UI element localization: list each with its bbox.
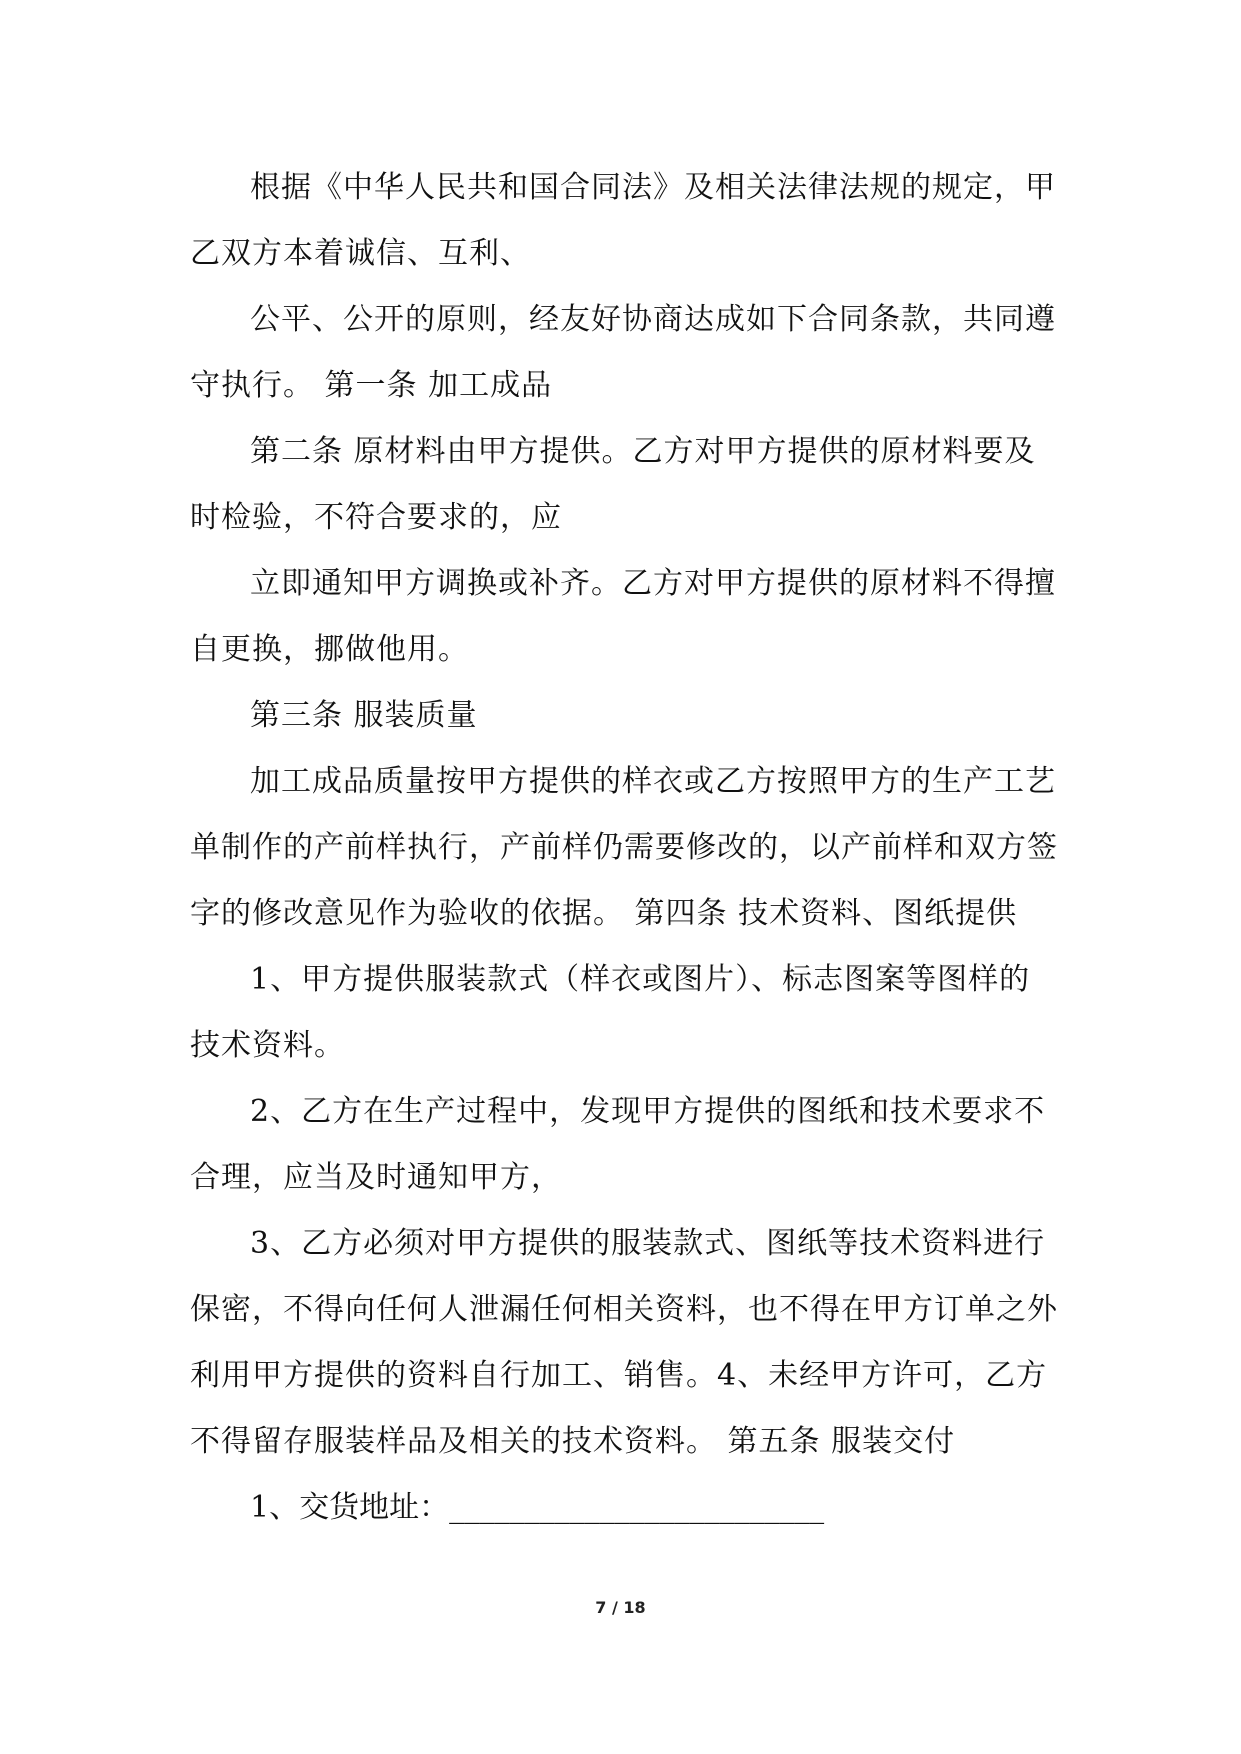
page-number: 7 / 18 <box>595 1598 646 1617</box>
paragraph-article-5-item-1: 1、交货地址：_________________________ <box>250 1490 825 1525</box>
paragraph-article-4-item-1: 1、甲方提供服装款式（样衣或图片）、标志图案等图样的技术资料。 <box>190 962 1031 1063</box>
paragraph-article-3-heading: 第三条 服装质量 <box>250 698 478 733</box>
paragraph-article-2-cont: 立即通知甲方调换或补齐。乙方对甲方提供的原材料不得擅自更换，挪做他用。 <box>190 566 1056 667</box>
paragraph-principles: 公平、公开的原则，经友好协商达成如下合同条款，共同遵守执行。 第一条 加工成品 <box>190 302 1056 403</box>
paragraph-article-2: 第二条 原材料由甲方提供。乙方对甲方提供的原材料要及时检验，不符合要求的，应 <box>190 434 1036 535</box>
paragraph-article-3-quality: 加工成品质量按甲方提供的样衣或乙方按照甲方的生产工艺单制作的产前样执行，产前样仍需要修改的，以产前样和双方签字的修改意见作为验收的依据。 第四条 技术资料、图纸提供 <box>190 764 1058 931</box>
paragraph-legal-basis: 根据《中华人民共和国合同法》及相关法律法规的规定，甲乙双方本着诚信、互利、 <box>190 170 1056 271</box>
paragraph-article-4-item-3: 3、乙方必须对甲方提供的服装款式、图纸等技术资料进行保密，不得向任何人泄漏任何相关资料，也不得在甲方订单之外利用甲方提供的资料自行加工、销售。4、未经甲方许可，乙方不得留存服装样品及相关的技术资料。 第五条 服装交付 <box>190 1226 1058 1459</box>
contract-body <box>190 155 1060 1541</box>
paragraph-article-4-item-2: 2、乙方在生产过程中，发现甲方提供的图纸和技术要求不合理，应当及时通知甲方， <box>190 1094 1046 1195</box>
